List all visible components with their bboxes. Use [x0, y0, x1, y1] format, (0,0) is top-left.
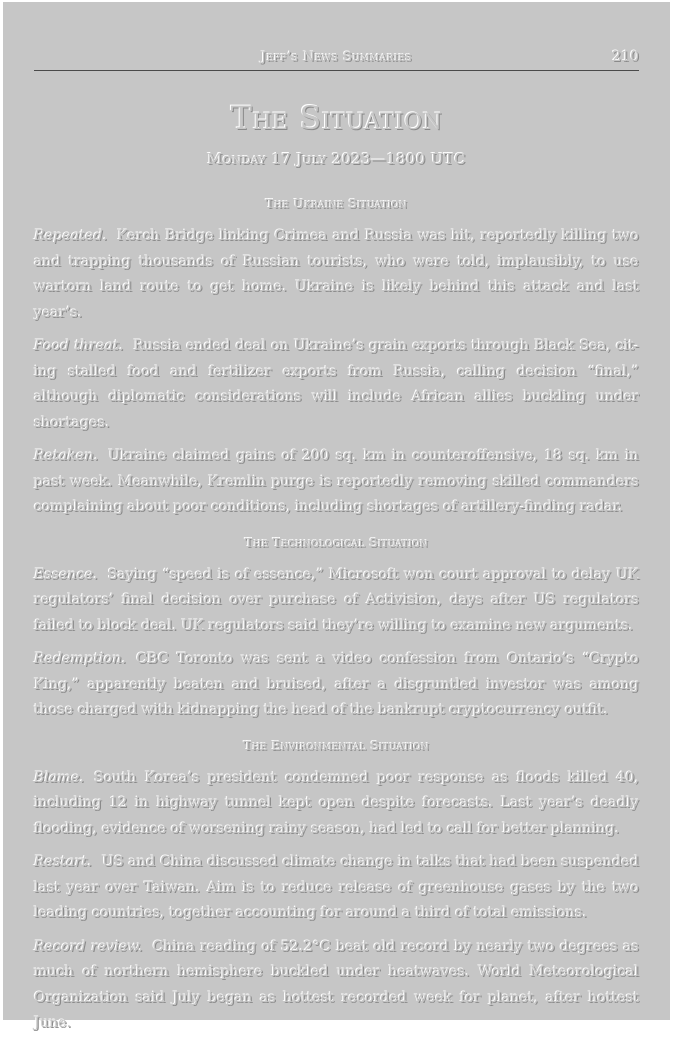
news-item — [34, 444, 639, 521]
section-ukraine — [34, 194, 639, 521]
item-text: Russia ended deal on Ukraine’s grain exports through Black Sea, citing stalled food and fertilizer exports from Russia, calling decision “final,” although diplomatic considerations will include African allies buckling under shortages. — [34, 338, 639, 431]
news-item — [34, 647, 639, 724]
news-item — [34, 850, 639, 927]
item-lead: Food threat. — [34, 338, 124, 354]
article-body — [34, 194, 639, 1045]
page-title: The Situation — [230, 99, 443, 137]
news-item — [34, 224, 639, 326]
page-number: 210 — [612, 49, 639, 65]
section-technology — [34, 533, 639, 724]
item-text: Saying “speed is of essence,” Microsoft won court approval to delay UK regulators’ final decision over purchase of Activision, days after US regulators failed to block deal. UK regulators said they’re willing to examine new arguments. — [34, 566, 639, 634]
news-item — [34, 334, 639, 436]
item-text: Kerch Bridge linking Crimea and Russia was hit, reportedly killing two and trapping thousands of Russian tourists, who were told, implausibly, to use wartorn land route to get home. Ukraine is likely behind this attack and last year’s. — [34, 228, 639, 321]
item-lead: Record review. — [34, 938, 143, 955]
running-header — [34, 46, 639, 71]
item-lead: Repeated. — [34, 228, 108, 244]
item-text: US and China discussed climate change in talks that had been suspended last year over Taiwan. Aim is to reduce release of greenhouse gases by the two leading countries, together accounting for around a third of total emissions. — [34, 854, 639, 921]
item-lead: Essence. — [34, 566, 98, 583]
item-text: China reading of 52.2°C beat old record by nearly two degrees as much of northern hemisphere buckled under heatwaves. World Meteorological Organization said July began as hottest recorded week for planet, after hottest June. — [34, 938, 639, 1031]
item-text: CBC Toronto was sent a video confession from Ontario’s “Crypto King,” apparently beaten and bruised, after a disgruntled investor was among those charged with kidnapping the head of the bankrupt cryptocurrency outfit. — [34, 651, 639, 718]
page — [3, 2, 670, 1031]
section-heading: The Technological Situation — [244, 534, 429, 550]
news-item — [34, 935, 639, 1037]
item-lead: Retaken. — [34, 448, 99, 464]
item-lead: Redemption. — [34, 651, 127, 667]
section-environment — [34, 736, 639, 1037]
item-lead: Restart. — [34, 854, 92, 870]
section-heading: The Environmental Situation — [243, 737, 430, 753]
item-text: South Korea’s president condemned poor response as floods killed 40, including 12 in highway tunnel kept open despite forecasts. Last year’s deadly flooding, evidence of worsening rainy season, had led to call for better planning. — [34, 769, 639, 837]
item-lead: Blame. — [34, 769, 85, 786]
publication-title: Jeff’s News Summaries — [260, 50, 413, 65]
item-text: Ukraine claimed gains of 200 sq. km in counteroffensive, 18 sq. km in past week. Meanwhile, Kremlin purge is reportedly removing skilled commanders complaining about poor conditions, including shortages of artillery-finding radar. — [34, 448, 639, 515]
news-item — [34, 563, 639, 640]
news-item — [34, 766, 639, 843]
section-heading: The Ukraine Situation — [265, 196, 408, 211]
dateline: Monday 17 July 2023—1800 UTC — [207, 150, 466, 168]
